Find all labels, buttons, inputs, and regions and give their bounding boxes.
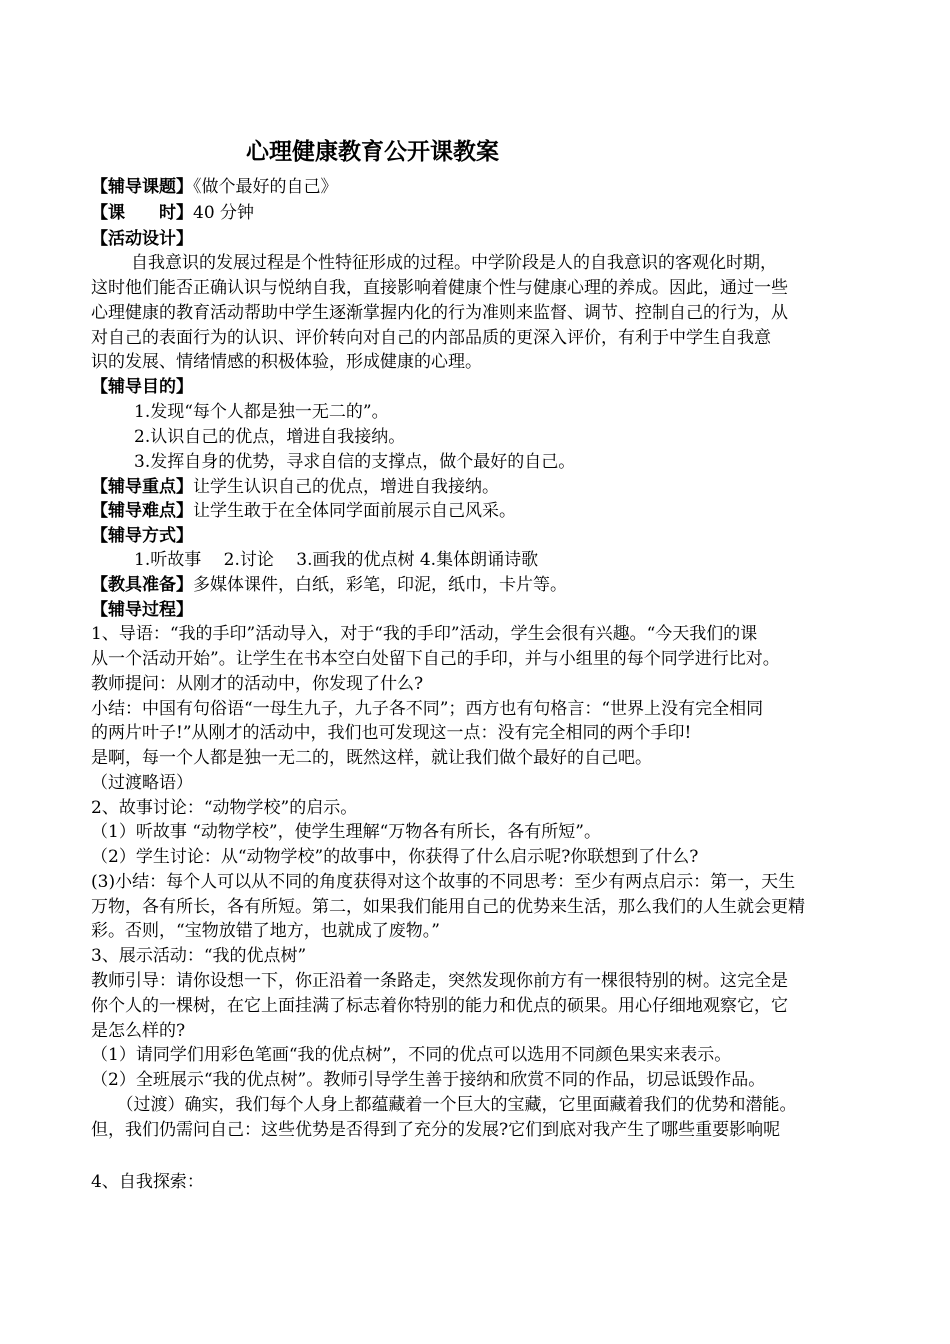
process-line: 万物，各有所长，各有所短。第二，如果我们能用自己的优势来生活，那么我们的人生就会更精 [91, 897, 805, 917]
process-line: 从一个活动开始”。让学生在书本空白处留下自己的手印，并与小组里的每个同学进行比对。 [91, 649, 780, 669]
materials-value: 多媒体课件，白纸，彩笔，印泥，纸巾，卡片等。 [193, 575, 567, 595]
process-line: （2）全班展示“我的优点树”。教师引导学生善于接纳和欣赏不同的作品，切忌诋毁作品。 [91, 1070, 766, 1090]
process-line: 彩。否则，“宝物放错了地方，也就成了废物。” [91, 921, 440, 941]
goal-item: 3.发挥自身的优势，寻求自信的支撑点，做个最好的自己。 [134, 452, 576, 472]
focus-value: 让学生认识自己的优点，增进自我接纳。 [193, 477, 499, 497]
process-line: 是怎么样的? [91, 1021, 186, 1041]
process-line: （过渡略语） [91, 773, 193, 793]
materials-line [91, 573, 567, 597]
process-line: （过渡）确实，我们每个人身上都蕴藏着一个巨大的宝藏，它里面藏着我们的优势和潜能。 [91, 1095, 797, 1115]
methods-value: 1.听故事 2.讨论 3.画我的优点树 4.集体朗诵诗歌 [134, 550, 539, 570]
topic-line [91, 175, 338, 199]
difficulty-line [91, 499, 516, 523]
goal-item: 1.发现“每个人都是独一无二的”。 [134, 402, 389, 422]
focus-line [91, 475, 499, 499]
goal-item: 2.认识自己的优点，增进自我接纳。 [134, 427, 406, 447]
process-line: (3)小结：每个人可以从不同的角度获得对这个故事的不同思考：至少有两点启示：第一，天生 [91, 872, 796, 892]
process-line: 教师引导：请你设想一下，你正沿着一条路走，突然发现你前方有一棵很特别的树。这完全是 [91, 971, 788, 991]
process-line: 的两片叶子!”从刚才的活动中，我们也可发现这一点：没有完全相同的两个手印! [91, 723, 692, 743]
process-line: 是啊，每一个人都是独一无二的，既然这样，就让我们做个最好的自己吧。 [91, 748, 652, 768]
process-label: 【辅导过程】 [91, 600, 193, 620]
duration-line [91, 201, 254, 225]
process-line: （1）听故事 “动物学校”，使学生理解“万物各有所长，各有所短”。 [91, 822, 601, 842]
duration-label: 【课 时】 [91, 203, 193, 223]
page-title: 心理健康教育公开课教案 [246, 139, 499, 165]
process-line: 1、导语：“我的手印”活动导入，对于“我的手印”活动，学生会很有兴趣。“今天我们的课 [91, 624, 758, 644]
design-paragraph-line: 这时他们能否正确认识与悦纳自我，直接影响着健康个性与健康心理的养成。因此，通过一些 [91, 278, 788, 298]
focus-label: 【辅导重点】 [91, 477, 193, 497]
design-label: 【活动设计】 [91, 229, 193, 249]
process-line: 4、自我探索： [91, 1172, 204, 1192]
design-paragraph-line: 识的发展、情绪情感的积极体验，形成健康的心理。 [91, 352, 482, 372]
design-paragraph-line: 心理健康的教育活动帮助中学生逐渐掌握内化的行为准则来监督、调节、控制自己的行为，从 [91, 303, 788, 323]
process-line: 你个人的一棵树，在它上面挂满了标志着你特别的能力和优点的硕果。用心仔细地观察它，它 [91, 996, 788, 1016]
design-paragraph-line: 自我意识的发展过程是个性特征形成的过程。中学阶段是人的自我意识的客观化时期， [131, 253, 777, 273]
difficulty-label: 【辅导难点】 [91, 501, 193, 521]
design-paragraph-line: 对自己的表面行为的认识、评价转向对自己的内部品质的更深入评价，有利于中学生自我意 [91, 328, 771, 348]
process-line: 但，我们仍需问自己：这些优势是否得到了充分的发展?它们到底对我产生了哪些重要影响呢 [91, 1120, 781, 1140]
process-line: 3、展示活动：“我的优点树” [91, 946, 307, 966]
topic-label: 【辅导课题】 [91, 177, 193, 197]
methods-label: 【辅导方式】 [91, 526, 193, 546]
process-line: 教师提问：从刚才的活动中，你发现了什么? [91, 674, 424, 694]
process-line: 2、故事讨论：“动物学校”的启示。 [91, 798, 358, 818]
duration-value: 40 分钟 [193, 203, 255, 223]
goals-label: 【辅导目的】 [91, 377, 193, 397]
process-line: 小结：中国有句俗语“一母生九子，九子各不同”；西方也有句格言：“世界上没有完全相同 [91, 699, 764, 719]
difficulty-value: 让学生敢于在全体同学面前展示自己风采。 [193, 501, 516, 521]
process-line: （2）学生讨论：从“动物学校”的故事中，你获得了什么启示呢?你联想到了什么? [91, 847, 699, 867]
topic-value: 《做个最好的自己》 [193, 177, 338, 197]
process-line: （1）请同学们用彩色笔画“我的优点树”，不同的优点可以选用不同颜色果实来表示。 [91, 1045, 732, 1065]
materials-label: 【教具准备】 [91, 575, 193, 595]
